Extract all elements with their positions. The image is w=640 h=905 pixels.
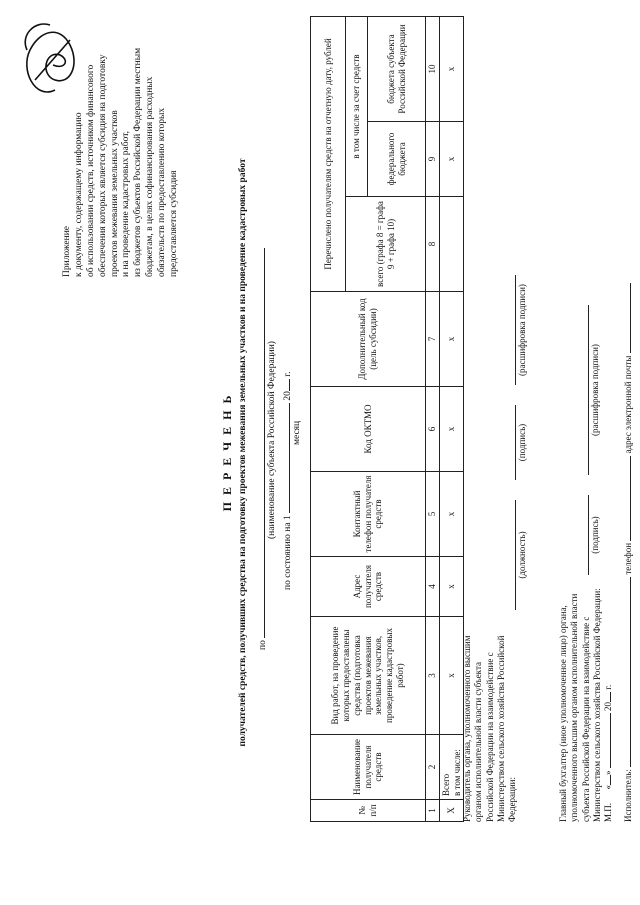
header-federal: федерального бюджета	[368, 122, 426, 197]
year-field-2	[602, 692, 611, 702]
month-field	[280, 403, 290, 513]
phone-field	[622, 456, 631, 541]
phone-label: телефон	[623, 542, 633, 575]
year-prefix: 20	[283, 391, 293, 401]
subject-name-field	[255, 248, 265, 638]
appendix-line: бюджетам, в целях софинансирования расходных	[145, 76, 156, 277]
position-line	[515, 500, 516, 610]
col-number: 2	[426, 735, 440, 800]
header-no: № п/п	[311, 800, 426, 822]
mp-date-row	[602, 562, 614, 822]
total-federal: x	[439, 122, 464, 197]
signature-caption: (подпись)	[517, 423, 527, 462]
signature-line-2	[588, 495, 589, 575]
header-phone: Контактный телефон получателя средств	[311, 472, 426, 557]
header-transferred: Перечислено получателям средств на отчетную дату, рублей	[311, 17, 346, 292]
position-caption: (должность)	[517, 531, 527, 579]
year-field	[280, 379, 290, 391]
col-number: 3	[426, 617, 440, 735]
executor-row	[622, 2, 634, 822]
po-label: по	[258, 640, 268, 650]
col-number: 8	[426, 197, 440, 292]
date-suffix: г.	[603, 684, 613, 690]
appendix-line: из бюджетов субъектов Российской Федерации местным	[133, 47, 144, 277]
appendix-line: к документу, содержащему информацию	[73, 112, 84, 277]
total-extra: x	[439, 292, 464, 387]
month-field-2	[602, 713, 611, 768]
total-work: x	[439, 617, 464, 735]
total-oktmo: x	[439, 387, 464, 472]
appendix-line: Приложение	[62, 226, 72, 277]
total-no: X	[439, 800, 464, 822]
total-regional: x	[439, 17, 464, 122]
total-phone: x	[439, 472, 464, 557]
col-number: 10	[426, 17, 440, 122]
col-number: 7	[426, 292, 440, 387]
executor-label: Исполнитель:	[623, 769, 633, 822]
executor-field	[622, 577, 631, 767]
subject-caption: (наименование субъекта Российской Федерации)	[267, 341, 277, 539]
day-field	[602, 775, 611, 785]
page-subtitle: получателей средств, получивших средства на подготовку проектов межевания земельных участков и на проведение кадастровых работ	[238, 158, 248, 747]
date-open: «	[603, 784, 613, 790]
signature-caption-2: (подпись)	[590, 516, 600, 554]
col-number: 1	[426, 800, 440, 822]
total-sum	[439, 197, 464, 292]
page-title: П Е Р Е Ч Е Н Ь	[220, 393, 234, 512]
header-address: Адрес получателя средств	[311, 557, 426, 617]
mp-label: М.П.	[603, 802, 613, 822]
email-field	[622, 283, 631, 353]
header-regional: бюджета субъекта Российской Федерации	[368, 17, 426, 122]
header-work: Вид работ, на проведение которых предоставлены средства (подготовка проектов межевания земельных участков, проведение кадастровых работ)	[311, 617, 426, 735]
col-number: 4	[426, 557, 440, 617]
table-row-total	[439, 17, 464, 822]
as-of-label: по состоянию на 1	[283, 515, 293, 590]
appendix-line: предоставляется субсидия	[168, 170, 179, 277]
including-label: в том числе:	[451, 749, 462, 796]
appendix-line: и на проведение кадастровых работ,	[121, 130, 132, 277]
total-address: x	[439, 557, 464, 617]
decryption-caption-2: (расшифровка подписи)	[590, 344, 600, 436]
header-total: всего (графа 8 = графа 9 + графа 10)	[346, 197, 426, 292]
decryption-caption: (расшифровка подписи)	[517, 284, 527, 376]
total-label: Всего	[440, 773, 451, 796]
date-year: 20	[603, 701, 613, 711]
col-number: 9	[426, 122, 440, 197]
appendix-line: обеспечения которых является субсидия на подготовку	[97, 54, 108, 277]
col-number: 5	[426, 472, 440, 557]
header-extra: Дополнительный код (цель субсидии)	[311, 292, 426, 387]
header-oktmo: Код ОКТМО	[311, 387, 426, 472]
signature-line	[515, 405, 516, 480]
header-name: Наименование получателя средств	[311, 735, 426, 800]
total-name	[439, 735, 464, 800]
appendix-line: об использовании средств, источником финансового	[85, 64, 96, 277]
col-number: 6	[426, 387, 440, 472]
appendix-line: обязательств по предоставлению которых	[157, 107, 167, 277]
numbering-row	[426, 17, 440, 822]
handwritten-signature-icon	[15, 15, 85, 110]
month-caption: месяц	[292, 420, 302, 445]
accountant-text: Главный бухгалтер (иное уполномоченное лицо) органа, уполномоченного высшим органом исполнительной власти субъекта Российской Федерации на взаимодействие с Министерством сельского хозяйства Российской Федерации:	[558, 588, 602, 822]
head-signatory-text: Руководитель органа, уполномоченного высшим органом исполнительной власти субъекта Российской Федерации на взаимодействие с Министерством сельского хозяйства Российской Федерации:	[462, 635, 517, 822]
recipients-table	[310, 16, 464, 822]
email-label: адрес электронной почты	[623, 355, 633, 454]
year-suffix: г.	[283, 371, 293, 377]
appendix-line: проектов межевания земельных участков	[109, 110, 120, 277]
decryption-line	[515, 275, 516, 385]
header-including: в том числе за счет средств	[346, 17, 368, 197]
decryption-line-2	[588, 305, 589, 475]
date-close: »	[603, 770, 613, 775]
